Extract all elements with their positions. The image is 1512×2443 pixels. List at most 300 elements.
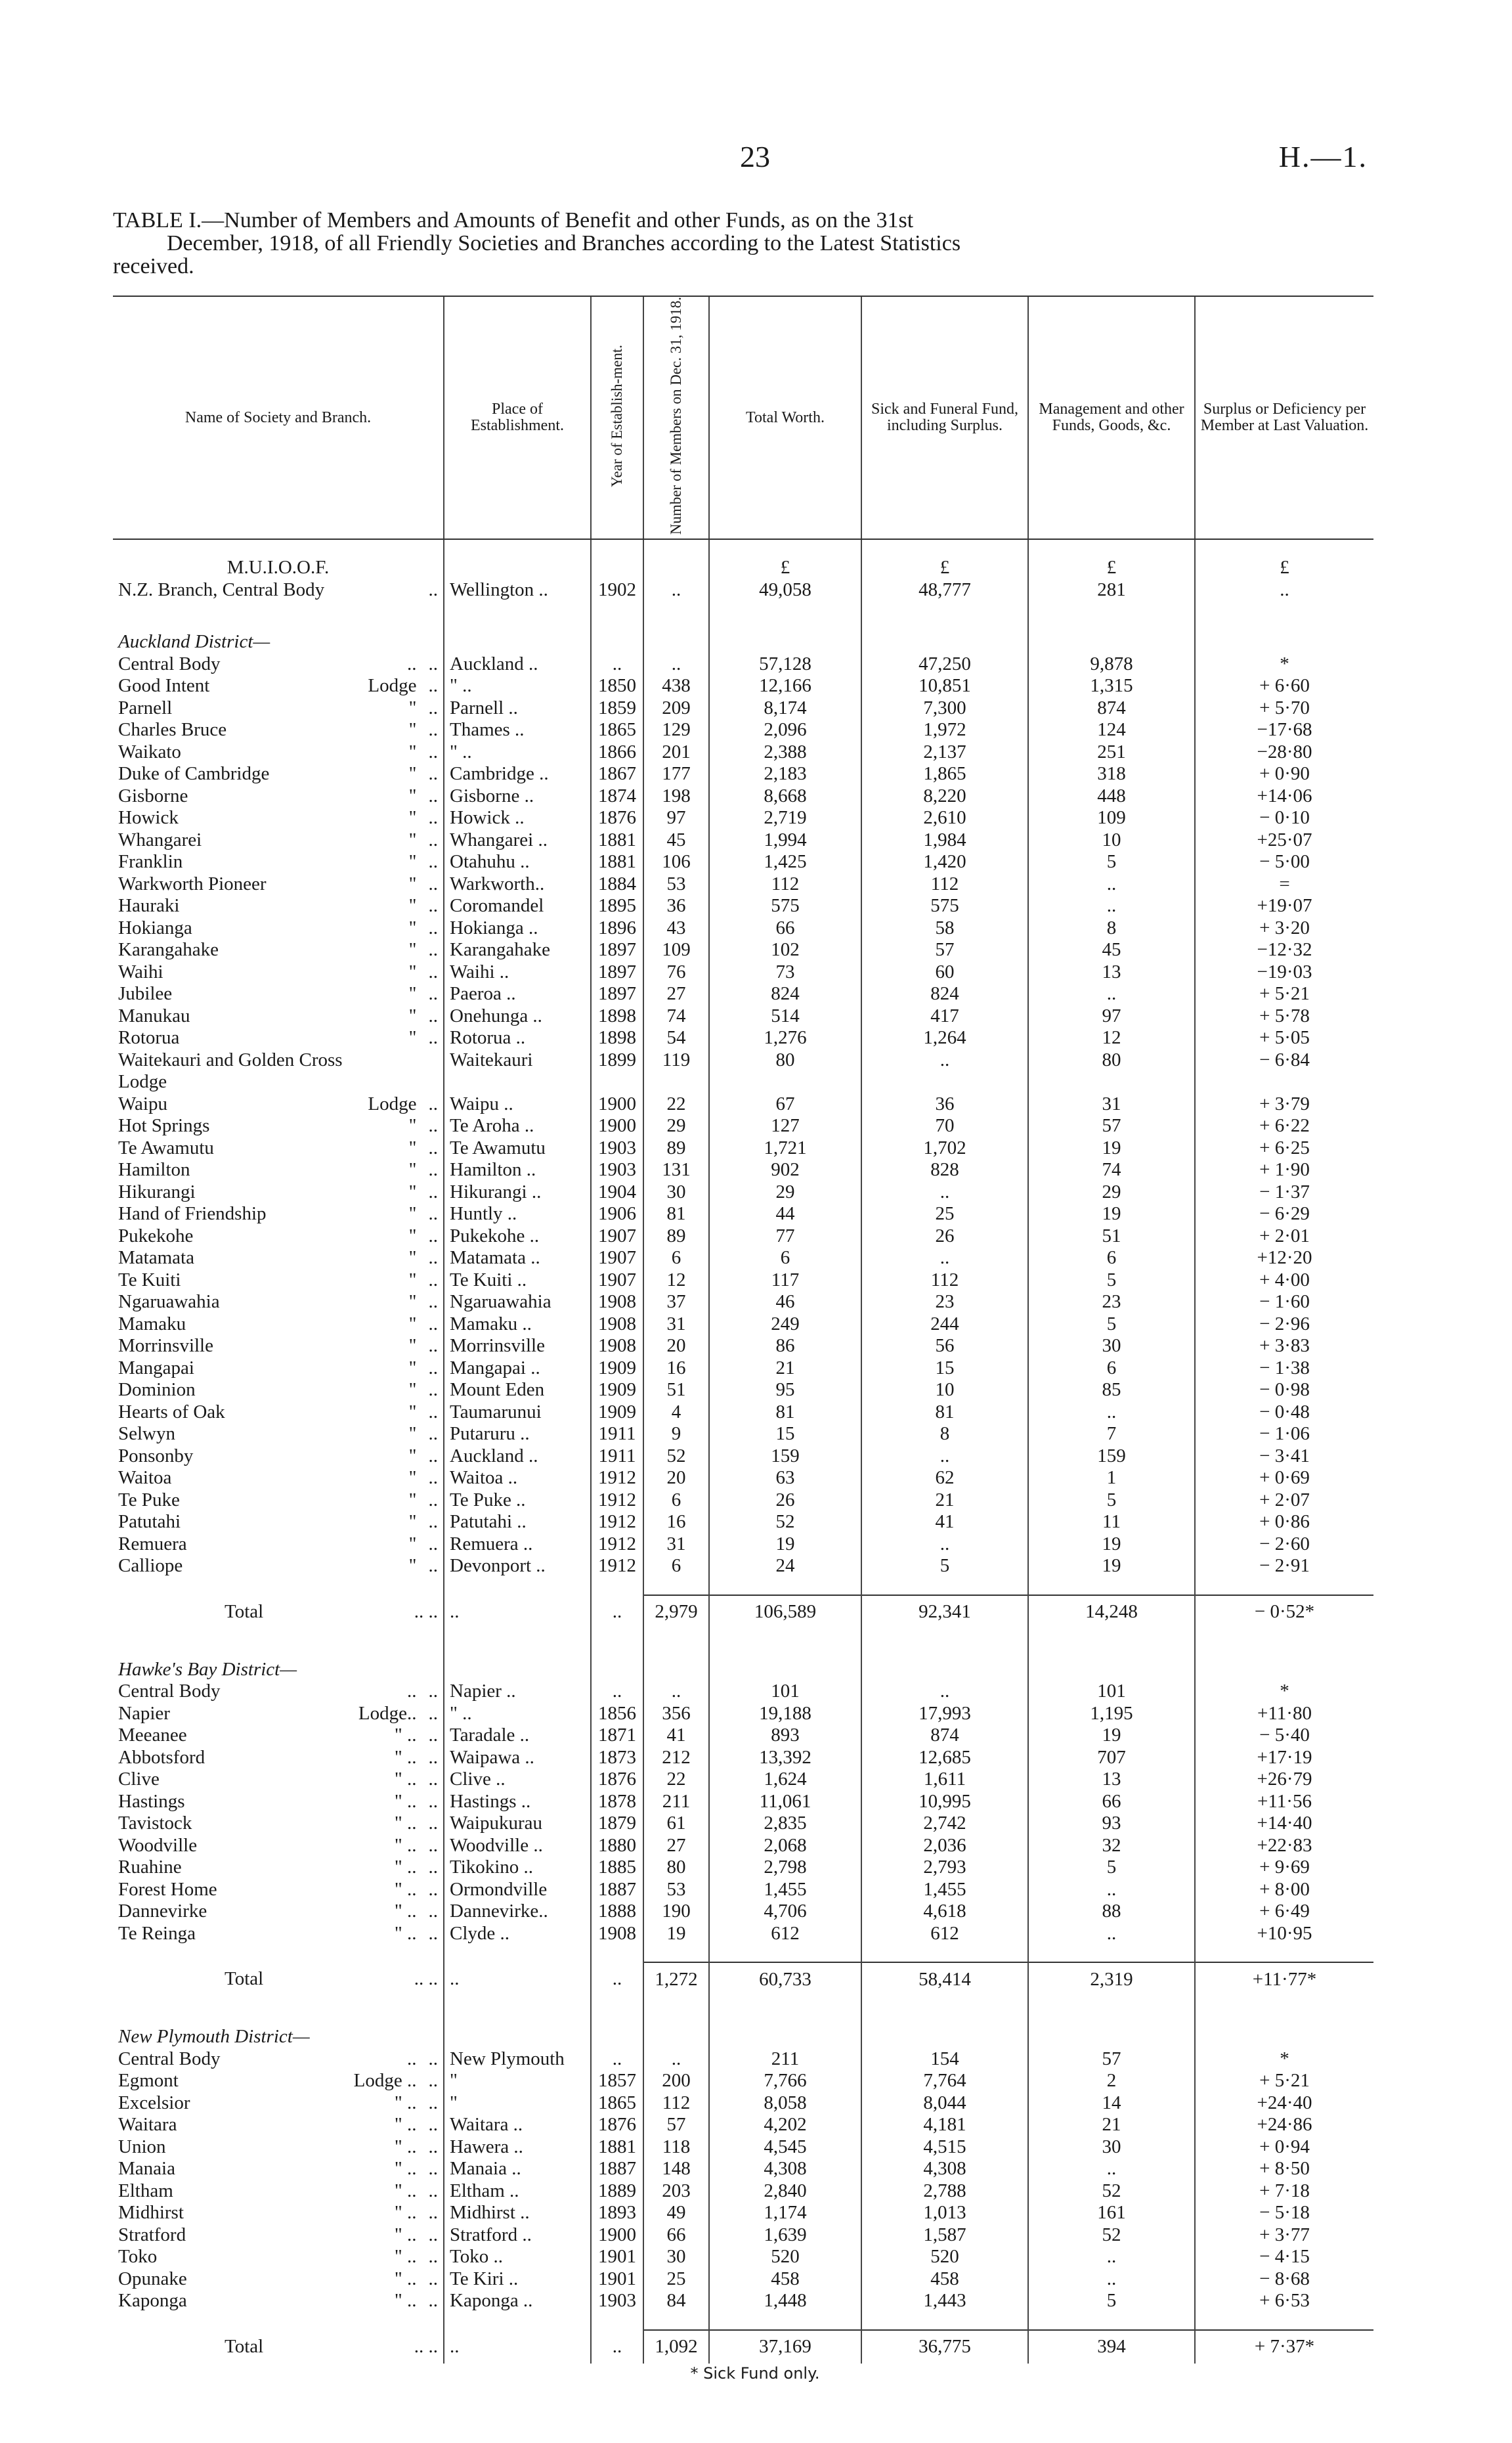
place-cell: Waitara .. [444, 2114, 591, 2136]
year-cell: 1909 [591, 1401, 643, 1424]
year-cell: 1857 [591, 2070, 643, 2092]
management-cell: 19 [1028, 1203, 1195, 1225]
branch-suffix [395, 2114, 438, 2136]
branch-suffix [409, 1005, 438, 1027]
total-worth-cell: 112 [709, 873, 861, 896]
statistics-table [113, 296, 1373, 2364]
total-label: Total [225, 1600, 264, 1622]
surplus-cell: + 6·49 [1195, 1901, 1373, 1923]
members-cell: .. [643, 1681, 709, 1703]
year-cell: .. [591, 653, 643, 676]
caption-line-3: received. [113, 254, 194, 278]
surplus-cell: +12·20 [1195, 1247, 1373, 1269]
members-cell: 80 [643, 1857, 709, 1879]
branch-name: Te Kuiti [118, 1269, 181, 1290]
branch-suffix [395, 1791, 438, 1813]
place-cell: Te Kiri .. [444, 2268, 591, 2291]
total-worth-cell: 8,058 [709, 2092, 861, 2115]
branch-name: Mangapai [118, 1357, 194, 1378]
year-cell: 1898 [591, 1005, 643, 1028]
leader-dots: .. [428, 2136, 438, 2157]
col-header-surplus: Surplus or Deficiency per Member at Last Valuation. [1195, 296, 1373, 539]
management-cell: 13 [1028, 961, 1195, 984]
year-cell: 1912 [591, 1467, 643, 1489]
total-place-cell: .. [444, 2330, 591, 2364]
table-row [113, 741, 1373, 764]
members-cell: 119 [643, 1049, 709, 1072]
table-row [113, 1247, 1373, 1269]
year-cell: 1908 [591, 1335, 643, 1357]
total-worth-cell: 1,721 [709, 1137, 861, 1160]
branch-name: Waitara [118, 2114, 177, 2136]
lodge-label: " .. [394, 1878, 417, 1900]
surplus-cell: + 6·22 [1195, 1115, 1373, 1137]
year-cell: 1907 [591, 1247, 643, 1269]
table-row [113, 1747, 1373, 1769]
total-worth-cell: 1,994 [709, 829, 861, 852]
surplus-cell: − 6·29 [1195, 1203, 1373, 1225]
sick-fund-cell [861, 1071, 1028, 1093]
management-cell: 2 [1028, 2070, 1195, 2092]
col-header-management: Management and other Funds, Goods, &c. [1028, 296, 1195, 539]
sick-fund-cell: 1,984 [861, 829, 1028, 852]
members-cell: 27 [643, 983, 709, 1005]
management-cell: .. [1028, 1879, 1195, 1901]
total-worth-cell: 8,668 [709, 785, 861, 808]
place-cell: Rotorua .. [444, 1027, 591, 1049]
place-cell: Warkworth.. [444, 873, 591, 896]
members-cell: 61 [643, 1813, 709, 1835]
leader-dots: .. [428, 1769, 438, 1790]
lodge-label: " [408, 1203, 417, 1225]
leader-dots: .. [428, 895, 438, 917]
place-cell: Mangapai .. [444, 1357, 591, 1380]
management-cell: 88 [1028, 1901, 1195, 1923]
total-management-cell: 394 [1028, 2330, 1195, 2364]
place-cell: Hawera .. [444, 2136, 591, 2159]
management-cell [1028, 1071, 1195, 1093]
total-worth-cell: 21 [709, 1357, 861, 1380]
surplus-cell: − 2·60 [1195, 1533, 1373, 1556]
surplus-cell: − 1·06 [1195, 1423, 1373, 1445]
branch-name: Meeanee [118, 1725, 187, 1746]
year-cell: 1896 [591, 917, 643, 940]
members-cell: 20 [643, 1335, 709, 1357]
lodge-label: " .. [394, 2180, 417, 2201]
table-row [113, 1879, 1373, 1901]
total-worth-cell: 8,174 [709, 697, 861, 720]
lodge-label: " [408, 1533, 417, 1554]
leader-dots: .. [428, 1379, 438, 1401]
sick-fund-cell: 4,181 [861, 2114, 1028, 2136]
surplus-cell: − 3·41 [1195, 1445, 1373, 1468]
leader-dots: .. [428, 675, 438, 697]
table-row [113, 1181, 1373, 1204]
lodge-label: " .. [394, 1857, 417, 1878]
total-row [113, 2330, 1373, 2364]
place-cell: Thames .. [444, 719, 591, 741]
place-cell: Patutahi .. [444, 1511, 591, 1533]
branch-name: Hikurangi [118, 1181, 196, 1202]
branch-suffix [409, 1115, 438, 1137]
sick-fund-cell: 1,443 [861, 2290, 1028, 2312]
sick-fund-cell: 60 [861, 961, 1028, 984]
surplus-cell: − 8·68 [1195, 2268, 1373, 2291]
members-cell: 109 [643, 939, 709, 961]
members-cell: 6 [643, 1555, 709, 1577]
year-cell: 1900 [591, 2224, 643, 2247]
total-sick-fund-cell: 58,414 [861, 1962, 1028, 1996]
lodge-label: " [408, 1137, 417, 1158]
year-cell: 1912 [591, 1555, 643, 1577]
surplus-cell: +11·80 [1195, 1703, 1373, 1725]
total-management-cell: 14,248 [1028, 1595, 1195, 1629]
leader-dots: .. [428, 2290, 438, 2312]
management-cell: .. [1028, 983, 1195, 1005]
place-cell: Toko .. [444, 2246, 591, 2268]
surplus-cell: + 3·77 [1195, 2224, 1373, 2247]
management-cell: 5 [1028, 851, 1195, 873]
branch-suffix [409, 1137, 438, 1159]
col-header-name: Name of Society and Branch. [113, 296, 444, 539]
sick-fund-cell: 1,013 [861, 2202, 1028, 2224]
surplus-cell: +11·56 [1195, 1791, 1373, 1813]
total-worth-cell: 2,068 [709, 1835, 861, 1857]
branch-name: Ngaruawahia [118, 1291, 220, 1313]
year-cell: 1880 [591, 1835, 643, 1857]
total-worth-cell: 2,096 [709, 719, 861, 741]
branch-suffix [395, 1835, 438, 1857]
sick-fund-cell: 1,264 [861, 1027, 1028, 1049]
sick-fund-cell: 1,587 [861, 2224, 1028, 2247]
surplus-cell: + 6·60 [1195, 675, 1373, 697]
surplus-cell: * [1195, 653, 1373, 676]
members-cell: 200 [643, 2070, 709, 2092]
members-cell: 9 [643, 1423, 709, 1445]
lodge-label: " [408, 1313, 417, 1334]
table-row [113, 2136, 1373, 2159]
table-row [113, 1137, 1373, 1160]
management-cell: 5 [1028, 1269, 1195, 1292]
place-cell: Auckland .. [444, 653, 591, 676]
lodge-label: " [408, 983, 417, 1005]
sick-fund-cell: 112 [861, 1269, 1028, 1292]
place-cell: Morrinsville [444, 1335, 591, 1357]
sick-fund-cell: 17,993 [861, 1703, 1028, 1725]
table-row [113, 1511, 1373, 1533]
management-cell: 159 [1028, 1445, 1195, 1468]
lodge-label: " [408, 1027, 417, 1049]
management-cell: 10 [1028, 829, 1195, 852]
management-cell: 5 [1028, 2290, 1195, 2312]
sick-fund-cell: .. [861, 1247, 1028, 1269]
table-row [113, 697, 1373, 720]
leader-dots: .. [428, 2048, 438, 2069]
management-cell: 13 [1028, 1769, 1195, 1791]
lodge-label: " [408, 741, 417, 762]
place-cell: Waihi .. [444, 961, 591, 984]
year-cell: 1873 [591, 1747, 643, 1769]
surplus-cell: + 5·05 [1195, 1027, 1373, 1049]
leader-dots: .. [428, 741, 438, 762]
leader-dots: .. [428, 1401, 438, 1422]
total-worth-cell: 102 [709, 939, 861, 961]
total-worth-cell [709, 1071, 861, 1093]
lodge-label: Lodge .. [353, 2070, 417, 2092]
spacer-row [113, 601, 1373, 631]
table-row [113, 2224, 1373, 2247]
year-cell: 1912 [591, 1533, 643, 1556]
branch-suffix [395, 2180, 438, 2202]
lodge-label: " [408, 851, 417, 873]
surplus-cell: −19·03 [1195, 961, 1373, 984]
leader-dots: .. [428, 697, 438, 718]
management-cell: 74 [1028, 1159, 1195, 1181]
total-worth-cell: 26 [709, 1489, 861, 1512]
total-surplus-cell: + 7·37* [1195, 2330, 1373, 2364]
members-cell: 97 [643, 807, 709, 829]
members-cell: 36 [643, 895, 709, 917]
members-cell: 22 [643, 1093, 709, 1116]
district-heading: Hawke's Bay District— [118, 1658, 297, 1680]
members-cell: 201 [643, 741, 709, 764]
place-cell: Devonport .. [444, 1555, 591, 1577]
branch-name: Central Body [118, 653, 221, 674]
leader-dots: .. [428, 2224, 438, 2245]
year-cell: 1876 [591, 1769, 643, 1791]
management-cell: 57 [1028, 2048, 1195, 2071]
members-cell: 37 [643, 1291, 709, 1313]
table-row [113, 1445, 1373, 1468]
management-cell: 45 [1028, 939, 1195, 961]
branch-name: Charles Bruce [118, 719, 227, 741]
lodge-label: " [408, 697, 417, 718]
sick-fund-cell: 2,036 [861, 1835, 1028, 1857]
total-worth-cell: 73 [709, 961, 861, 984]
sick-fund-cell: 612 [861, 1923, 1028, 1945]
management-cell: 101 [1028, 1681, 1195, 1703]
total-surplus-cell: +11·77* [1195, 1962, 1373, 1996]
table-row [113, 719, 1373, 741]
leader-dots: .. [428, 1247, 438, 1269]
leader-dots: .. [428, 785, 438, 806]
management-cell: 6 [1028, 1247, 1195, 1269]
members-cell: 438 [643, 675, 709, 697]
leader-dots: .. [428, 2268, 438, 2289]
surplus-cell: − 2·91 [1195, 1555, 1373, 1577]
leader-dots: .. [428, 1291, 438, 1313]
members-cell: 20 [643, 1467, 709, 1489]
leader-dots: .. [428, 1159, 438, 1181]
place-cell: Tikokino .. [444, 1857, 591, 1879]
total-worth-cell: 1,448 [709, 2290, 861, 2312]
year-cell: 1903 [591, 1137, 643, 1160]
management-cell: 23 [1028, 1291, 1195, 1313]
branch-name: Napier [118, 1702, 170, 1724]
branch-name: N.Z. Branch, Central Body [118, 579, 325, 600]
table-row [113, 1335, 1373, 1357]
branch-name: Mamaku [118, 1313, 186, 1334]
members-cell: 84 [643, 2290, 709, 2312]
members-cell: 27 [643, 1835, 709, 1857]
branch-suffix [426, 1049, 438, 1071]
management-cell: 30 [1028, 2136, 1195, 2159]
currency-symbol: £ [861, 557, 1028, 579]
leader-dots: .. [428, 719, 438, 741]
total-worth-cell: 4,202 [709, 2114, 861, 2136]
total-worth-cell: 249 [709, 1313, 861, 1336]
management-cell: 124 [1028, 719, 1195, 741]
table-row [113, 1857, 1373, 1879]
total-worth-cell: 4,308 [709, 2158, 861, 2180]
total-worth-cell: 19,188 [709, 1703, 861, 1725]
leader-dots: .. .. [414, 1600, 438, 1622]
lodge-label: " .. [394, 1725, 417, 1746]
branch-name: Central Body [118, 2048, 221, 2069]
members-cell: 66 [643, 2224, 709, 2247]
place-cell: Te Awamutu [444, 1137, 591, 1160]
table-row [113, 1813, 1373, 1835]
total-worth-cell: 2,183 [709, 763, 861, 785]
branch-suffix [409, 741, 438, 763]
table-row [113, 961, 1373, 984]
table-row [113, 1681, 1373, 1703]
total-worth-cell: 824 [709, 983, 861, 1005]
lodge-label: " .. [394, 2268, 417, 2289]
table-row [113, 1901, 1373, 1923]
surplus-cell: − 5·40 [1195, 1725, 1373, 1747]
place-cell: Gisborne .. [444, 785, 591, 808]
year-cell: 1897 [591, 961, 643, 984]
place-cell: Taumarunui [444, 1401, 591, 1424]
members-cell: 148 [643, 2158, 709, 2180]
table-row [113, 2092, 1373, 2115]
currency-symbol: £ [709, 557, 861, 579]
table-row [113, 579, 1373, 602]
total-worth-cell: 1,276 [709, 1027, 861, 1049]
place-cell: Karangahake [444, 939, 591, 961]
total-worth-cell: 95 [709, 1379, 861, 1401]
year-cell: 1878 [591, 1791, 643, 1813]
leader-dots: .. [428, 851, 438, 873]
branch-suffix [409, 1181, 438, 1203]
table-row [113, 1769, 1373, 1791]
branch-suffix [395, 2202, 438, 2224]
management-cell: 5 [1028, 1857, 1195, 1879]
place-cell: Paeroa .. [444, 983, 591, 1005]
place-cell: Parnell .. [444, 697, 591, 720]
leader-dots: .. [428, 1093, 438, 1114]
branch-suffix [407, 1681, 438, 1702]
table-row [113, 1313, 1373, 1336]
place-cell: Te Aroha .. [444, 1115, 591, 1137]
branch-name: Woodville [118, 1834, 198, 1856]
branch-name: Stratford [118, 2224, 186, 2245]
surplus-cell: +22·83 [1195, 1835, 1373, 1857]
total-worth-cell: 13,392 [709, 1747, 861, 1769]
branch-suffix [409, 829, 438, 851]
sick-fund-cell: .. [861, 1049, 1028, 1072]
year-cell: 1908 [591, 1291, 643, 1313]
branch-name: Good Intent [118, 675, 210, 697]
currency-symbol: £ [1195, 557, 1373, 579]
table-row [113, 2180, 1373, 2203]
surplus-cell: + 0·94 [1195, 2136, 1373, 2159]
lodge-label: " [408, 1489, 417, 1510]
table-row [113, 763, 1373, 785]
lodge-label: " [408, 1005, 417, 1026]
total-worth-cell: 2,388 [709, 741, 861, 764]
table-row [113, 1005, 1373, 1028]
total-total-worth-cell: 60,733 [709, 1962, 861, 1996]
lodge-label: " [408, 1225, 417, 1246]
leader-dots: .. [428, 2114, 438, 2136]
sick-fund-cell: 2,742 [861, 1813, 1028, 1835]
management-cell: 874 [1028, 697, 1195, 720]
management-cell: 19 [1028, 1137, 1195, 1160]
total-worth-cell: 52 [709, 1511, 861, 1533]
members-cell: 19 [643, 1923, 709, 1945]
table-row [113, 1467, 1373, 1489]
table-row [113, 2070, 1373, 2092]
surplus-cell: − 2·96 [1195, 1313, 1373, 1336]
surplus-cell: + 3·83 [1195, 1335, 1373, 1357]
branch-name: Abbotsford [118, 1746, 205, 1768]
sick-fund-cell: .. [861, 1181, 1028, 1204]
total-worth-cell: 101 [709, 1681, 861, 1703]
year-cell: 1884 [591, 873, 643, 896]
surplus-cell: − 5·18 [1195, 2202, 1373, 2224]
branch-suffix [409, 917, 438, 939]
table-caption [113, 209, 1373, 278]
year-cell: 1881 [591, 2136, 643, 2159]
sick-fund-cell: 7,764 [861, 2070, 1028, 2092]
year-cell: 1903 [591, 1159, 643, 1181]
sick-fund-cell: 70 [861, 1115, 1028, 1137]
branch-name: Egmont [118, 2070, 179, 2092]
lodge-label: " [408, 829, 417, 850]
leader-dots: .. [428, 1269, 438, 1290]
management-cell: 85 [1028, 1379, 1195, 1401]
year-cell: 1897 [591, 939, 643, 961]
district-heading-row [113, 2026, 1373, 2048]
branch-suffix [395, 1857, 438, 1878]
table-row [113, 1049, 1373, 1072]
year-cell: 1911 [591, 1445, 643, 1468]
members-cell: 118 [643, 2136, 709, 2159]
branch-suffix [395, 1901, 438, 1922]
lodge-label: " .. [394, 1901, 417, 1922]
members-cell: 356 [643, 1703, 709, 1725]
total-row [113, 1962, 1373, 1996]
district-heading: Auckland District— [118, 631, 270, 653]
year-cell: 1900 [591, 1115, 643, 1137]
lodge-label: " [408, 1555, 417, 1577]
place-cell: Auckland .. [444, 1445, 591, 1468]
table-row [113, 785, 1373, 808]
year-cell: 1898 [591, 1027, 643, 1049]
branch-name: Excelsior [118, 2092, 190, 2113]
sick-fund-cell: 10 [861, 1379, 1028, 1401]
management-cell: 707 [1028, 1747, 1195, 1769]
management-cell: 66 [1028, 1791, 1195, 1813]
leader-dots: .. [428, 2158, 438, 2180]
table-row [113, 675, 1373, 697]
total-total-worth-cell: 106,589 [709, 1595, 861, 1629]
members-cell: 177 [643, 763, 709, 785]
sick-fund-cell: 2,610 [861, 807, 1028, 829]
surplus-cell: +25·07 [1195, 829, 1373, 852]
